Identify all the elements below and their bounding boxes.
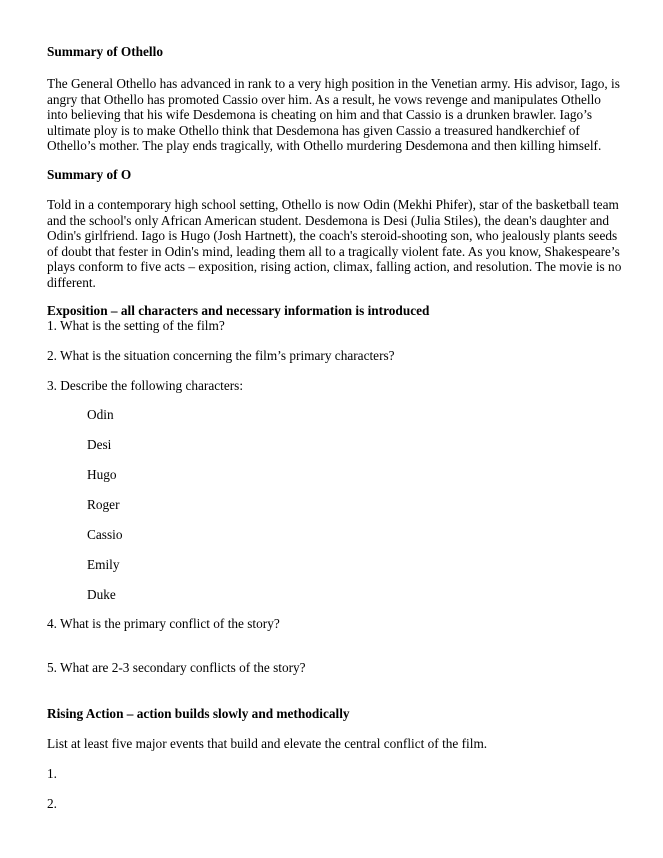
rising-action-heading: Rising Action – action builds slowly and methodically (47, 706, 350, 721)
question-3: 3. Describe the following characters: (47, 378, 244, 393)
question-5: 5. What are 2-3 secondary conflicts of the story? (47, 660, 306, 675)
event-item-2: 2. (47, 796, 57, 811)
character-hugo: Hugo (87, 467, 117, 482)
character-emily: Emily (87, 557, 120, 572)
othello-summary-text: The General Othello has advanced in rank to a very high position in the Venetian army. His advisor, Iago, is angry that Othello has promoted Cassio over him. As a result, he vows revenge and manipulates Othello into believing that his wife Desdemona is cheating on him and that Cassio is a drunken brawler. Iago’s ultimate ploy is to make Othello think that Desdemona has given Cassio a treasured handkerchief of Othello’s mother. The play ends tragically, with Othello murdering Desdemona and then killing himself. (47, 76, 620, 154)
character-duke: Duke (87, 587, 116, 602)
exposition-heading: Exposition – all characters and necessary information is introduced (47, 303, 430, 318)
question-2: 2. What is the situation concerning the film’s primary characters? (47, 348, 395, 363)
o-summary-text: Told in a contemporary high school setting, Othello is now Odin (Mekhi Phifer), star of the basketball team and the school's only African American student. Desdemona is Desi (Julia Stiles), the dean's daughter and Odin's girlfriend. Iago is Hugo (Josh Hartnett), the coach's steroid-shooting son, who jealously plants seeds of doubt that fester in Odin's mind, leading them all to a tragically violent fate. As you know, Shakespeare’s plays conform to five acts – exposition, rising action, climax, falling action, and resolution. The movie is no different. (47, 197, 622, 290)
rising-action-prompt: List at least five major events that build and elevate the central conflict of the film. (47, 736, 488, 751)
character-cassio: Cassio (87, 527, 123, 542)
o-summary-heading: Summary of O (47, 167, 132, 182)
character-roger: Roger (87, 497, 120, 512)
character-odin: Odin (87, 407, 114, 422)
othello-summary-heading: Summary of Othello (47, 44, 163, 59)
question-4: 4. What is the primary conflict of the story? (47, 616, 280, 631)
character-desi: Desi (87, 437, 112, 452)
event-item-1: 1. (47, 766, 57, 781)
question-1: 1. What is the setting of the film? (47, 318, 225, 333)
